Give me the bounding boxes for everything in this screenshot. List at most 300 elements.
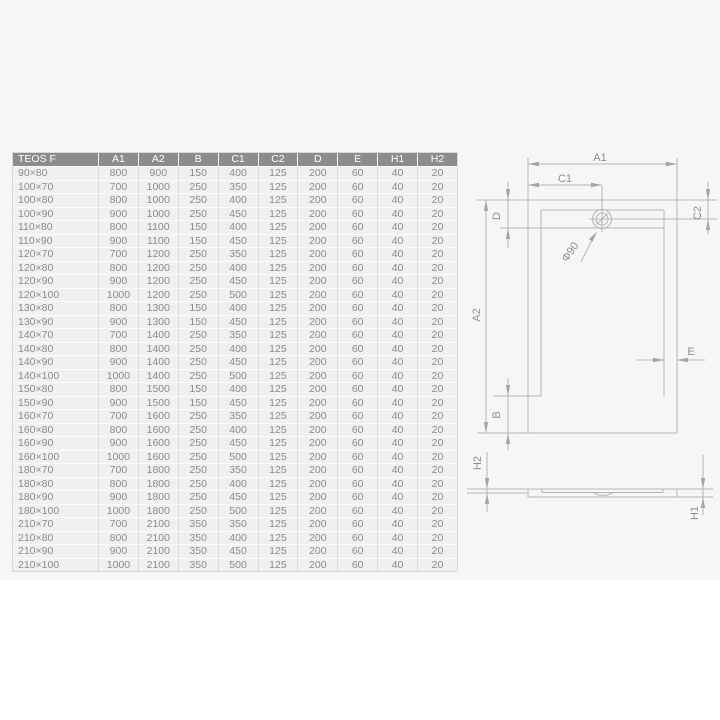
value-cell: 40 [378, 289, 418, 303]
value-cell: 20 [418, 424, 458, 438]
value-cell: 125 [259, 262, 299, 276]
value-cell: 900 [99, 437, 139, 451]
value-cell: 900 [99, 275, 139, 289]
value-cell: 350 [179, 518, 219, 532]
value-cell: 400 [219, 478, 259, 492]
value-cell: 60 [338, 181, 378, 195]
table-row [13, 248, 458, 262]
column-header: D [298, 153, 338, 167]
value-cell: 60 [338, 248, 378, 262]
value-cell: 1800 [139, 478, 179, 492]
table-row [13, 356, 458, 370]
value-cell: 1100 [139, 235, 179, 249]
value-cell: 40 [378, 397, 418, 411]
value-cell: 40 [378, 235, 418, 249]
value-cell: 1300 [139, 316, 179, 330]
size-cell: 130×80 [13, 302, 99, 316]
value-cell: 700 [99, 248, 139, 262]
value-cell: 400 [219, 383, 259, 397]
value-cell: 125 [259, 451, 299, 465]
value-cell: 40 [378, 262, 418, 276]
value-cell: 40 [378, 478, 418, 492]
value-cell: 1000 [99, 289, 139, 303]
value-cell: 250 [179, 275, 219, 289]
value-cell: 60 [338, 221, 378, 235]
value-cell: 125 [259, 167, 299, 181]
value-cell: 250 [179, 451, 219, 465]
size-cell: 180×70 [13, 464, 99, 478]
value-cell: 40 [378, 221, 418, 235]
value-cell: 60 [338, 356, 378, 370]
size-cell: 130×90 [13, 316, 99, 330]
size-cell: 160×70 [13, 410, 99, 424]
value-cell: 250 [179, 464, 219, 478]
value-cell: 40 [378, 491, 418, 505]
value-cell: 40 [378, 505, 418, 519]
value-cell: 20 [418, 451, 458, 465]
value-cell: 250 [179, 194, 219, 208]
value-cell: 450 [219, 545, 259, 559]
value-cell: 200 [298, 491, 338, 505]
value-cell: 250 [179, 437, 219, 451]
value-cell: 250 [179, 356, 219, 370]
value-cell: 60 [338, 545, 378, 559]
value-cell: 200 [298, 221, 338, 235]
value-cell: 125 [259, 505, 299, 519]
value-cell: 1600 [139, 437, 179, 451]
value-cell: 60 [338, 289, 378, 303]
value-cell: 60 [338, 397, 378, 411]
technical-drawing [455, 140, 720, 540]
value-cell: 1400 [139, 370, 179, 384]
dimension-arrows [484, 162, 710, 508]
spec-table-header [13, 153, 458, 167]
table-row [13, 478, 458, 492]
value-cell: 125 [259, 370, 299, 384]
value-cell: 20 [418, 532, 458, 546]
value-cell: 1300 [139, 302, 179, 316]
table-row [13, 437, 458, 451]
value-cell: 60 [338, 370, 378, 384]
value-cell: 800 [99, 194, 139, 208]
value-cell: 20 [418, 505, 458, 519]
value-cell: 200 [298, 370, 338, 384]
value-cell: 800 [99, 343, 139, 357]
value-cell: 60 [338, 302, 378, 316]
value-cell: 350 [219, 410, 259, 424]
value-cell: 20 [418, 235, 458, 249]
value-cell: 125 [259, 221, 299, 235]
value-cell: 60 [338, 262, 378, 276]
value-cell: 1500 [139, 383, 179, 397]
value-cell: 250 [179, 410, 219, 424]
table-row [13, 410, 458, 424]
value-cell: 40 [378, 410, 418, 424]
value-cell: 200 [298, 397, 338, 411]
value-cell: 2100 [139, 545, 179, 559]
table-row [13, 181, 458, 195]
value-cell: 125 [259, 559, 299, 573]
value-cell: 200 [298, 451, 338, 465]
value-cell: 60 [338, 343, 378, 357]
value-cell: 60 [338, 437, 378, 451]
value-cell: 800 [99, 302, 139, 316]
value-cell: 1000 [139, 181, 179, 195]
size-cell: 210×100 [13, 559, 99, 573]
size-cell: 210×80 [13, 532, 99, 546]
value-cell: 125 [259, 194, 299, 208]
value-cell: 400 [219, 302, 259, 316]
value-cell: 1000 [99, 451, 139, 465]
table-row [13, 383, 458, 397]
value-cell: 400 [219, 424, 259, 438]
value-cell: 60 [338, 464, 378, 478]
value-cell: 400 [219, 167, 259, 181]
value-cell: 700 [99, 518, 139, 532]
value-cell: 20 [418, 545, 458, 559]
value-cell: 400 [219, 194, 259, 208]
value-cell: 1200 [139, 248, 179, 262]
value-cell: 2100 [139, 518, 179, 532]
value-cell: 1100 [139, 221, 179, 235]
value-cell: 40 [378, 302, 418, 316]
value-cell: 350 [179, 545, 219, 559]
value-cell: 40 [378, 181, 418, 195]
table-row [13, 491, 458, 505]
value-cell: 700 [99, 464, 139, 478]
value-cell: 20 [418, 167, 458, 181]
value-cell: 200 [298, 559, 338, 573]
table-row [13, 464, 458, 478]
value-cell: 200 [298, 545, 338, 559]
value-cell: 60 [338, 194, 378, 208]
value-cell: 60 [338, 235, 378, 249]
value-cell: 450 [219, 275, 259, 289]
value-cell: 450 [219, 356, 259, 370]
value-cell: 150 [179, 383, 219, 397]
value-cell: 20 [418, 356, 458, 370]
table-row [13, 518, 458, 532]
value-cell: 20 [418, 221, 458, 235]
size-cell: 160×100 [13, 451, 99, 465]
size-cell: 100×90 [13, 208, 99, 222]
value-cell: 20 [418, 343, 458, 357]
value-cell: 40 [378, 356, 418, 370]
size-cell: 150×80 [13, 383, 99, 397]
value-cell: 1400 [139, 356, 179, 370]
value-cell: 250 [179, 329, 219, 343]
dim-label-a2: A2 [471, 308, 483, 322]
table-row [13, 451, 458, 465]
size-cell: 90×80 [13, 167, 99, 181]
value-cell: 200 [298, 518, 338, 532]
size-cell: 160×80 [13, 424, 99, 438]
column-header: A2 [139, 153, 179, 167]
dim-label-c1: C1 [557, 173, 573, 185]
dim-label-h1: H1 [689, 505, 701, 521]
value-cell: 20 [418, 383, 458, 397]
drain-diameter-label: Φ90 [559, 240, 582, 265]
value-cell: 400 [219, 221, 259, 235]
value-cell: 60 [338, 329, 378, 343]
table-row [13, 559, 458, 573]
value-cell: 350 [219, 181, 259, 195]
value-cell: 800 [99, 532, 139, 546]
dim-label-e: E [687, 346, 695, 358]
column-header: H2 [418, 153, 458, 167]
value-cell: 20 [418, 518, 458, 532]
value-cell: 200 [298, 505, 338, 519]
value-cell: 700 [99, 181, 139, 195]
size-cell: 140×80 [13, 343, 99, 357]
value-cell: 200 [298, 437, 338, 451]
value-cell: 800 [99, 221, 139, 235]
value-cell: 1000 [139, 194, 179, 208]
value-cell: 400 [219, 262, 259, 276]
value-cell: 20 [418, 370, 458, 384]
value-cell: 1800 [139, 505, 179, 519]
value-cell: 40 [378, 437, 418, 451]
value-cell: 60 [338, 410, 378, 424]
value-cell: 500 [219, 370, 259, 384]
dim-label-h2: H2 [472, 455, 484, 471]
value-cell: 1200 [139, 275, 179, 289]
value-cell: 450 [219, 491, 259, 505]
value-cell: 20 [418, 559, 458, 573]
value-cell: 125 [259, 343, 299, 357]
value-cell: 60 [338, 275, 378, 289]
value-cell: 200 [298, 356, 338, 370]
value-cell: 20 [418, 181, 458, 195]
table-row [13, 316, 458, 330]
value-cell: 250 [179, 505, 219, 519]
table-row [13, 370, 458, 384]
value-cell: 250 [179, 248, 219, 262]
value-cell: 60 [338, 518, 378, 532]
size-cell: 120×100 [13, 289, 99, 303]
value-cell: 20 [418, 289, 458, 303]
value-cell: 125 [259, 464, 299, 478]
size-cell: 160×90 [13, 437, 99, 451]
value-cell: 1600 [139, 410, 179, 424]
value-cell: 125 [259, 289, 299, 303]
size-cell: 110×80 [13, 221, 99, 235]
size-cell: 150×90 [13, 397, 99, 411]
drawing-lines [467, 158, 717, 515]
value-cell: 1000 [99, 559, 139, 573]
table-row [13, 343, 458, 357]
value-cell: 20 [418, 262, 458, 276]
value-cell: 125 [259, 208, 299, 222]
value-cell: 20 [418, 316, 458, 330]
size-cell: 100×70 [13, 181, 99, 195]
value-cell: 400 [219, 532, 259, 546]
value-cell: 200 [298, 235, 338, 249]
size-cell: 140×90 [13, 356, 99, 370]
table-row [13, 545, 458, 559]
column-header: C1 [219, 153, 259, 167]
value-cell: 125 [259, 437, 299, 451]
value-cell: 200 [298, 424, 338, 438]
value-cell: 20 [418, 208, 458, 222]
tray-outline-top-view [528, 200, 677, 433]
size-cell: 210×90 [13, 545, 99, 559]
value-cell: 350 [179, 532, 219, 546]
value-cell: 40 [378, 194, 418, 208]
value-cell: 125 [259, 424, 299, 438]
value-cell: 200 [298, 383, 338, 397]
value-cell: 900 [139, 167, 179, 181]
value-cell: 20 [418, 194, 458, 208]
value-cell: 900 [99, 491, 139, 505]
size-cell: 210×70 [13, 518, 99, 532]
table-row [13, 289, 458, 303]
value-cell: 700 [99, 329, 139, 343]
value-cell: 350 [179, 559, 219, 573]
value-cell: 800 [99, 383, 139, 397]
value-cell: 60 [338, 491, 378, 505]
value-cell: 125 [259, 275, 299, 289]
value-cell: 60 [338, 316, 378, 330]
table-row [13, 302, 458, 316]
value-cell: 250 [179, 181, 219, 195]
value-cell: 20 [418, 397, 458, 411]
value-cell: 40 [378, 275, 418, 289]
value-cell: 900 [99, 397, 139, 411]
value-cell: 40 [378, 370, 418, 384]
value-cell: 200 [298, 289, 338, 303]
value-cell: 40 [378, 329, 418, 343]
table-row [13, 329, 458, 343]
value-cell: 900 [99, 356, 139, 370]
value-cell: 125 [259, 410, 299, 424]
value-cell: 40 [378, 532, 418, 546]
value-cell: 200 [298, 208, 338, 222]
table-row [13, 235, 458, 249]
value-cell: 350 [219, 518, 259, 532]
value-cell: 125 [259, 248, 299, 262]
value-cell: 500 [219, 451, 259, 465]
value-cell: 900 [99, 208, 139, 222]
value-cell: 1800 [139, 464, 179, 478]
value-cell: 1400 [139, 343, 179, 357]
column-header: C2 [259, 153, 299, 167]
value-cell: 150 [179, 167, 219, 181]
value-cell: 125 [259, 397, 299, 411]
value-cell: 40 [378, 545, 418, 559]
dim-label-d: D [491, 212, 503, 220]
value-cell: 125 [259, 518, 299, 532]
value-cell: 500 [219, 289, 259, 303]
value-cell: 60 [338, 383, 378, 397]
value-cell: 200 [298, 343, 338, 357]
value-cell: 40 [378, 559, 418, 573]
value-cell: 1000 [99, 505, 139, 519]
value-cell: 1200 [139, 262, 179, 276]
size-cell: 110×90 [13, 235, 99, 249]
value-cell: 900 [99, 545, 139, 559]
table-row [13, 208, 458, 222]
value-cell: 2100 [139, 559, 179, 573]
column-header: A1 [99, 153, 139, 167]
dim-label-c2: C2 [692, 205, 704, 221]
value-cell: 20 [418, 329, 458, 343]
size-cell: 140×100 [13, 370, 99, 384]
value-cell: 40 [378, 343, 418, 357]
value-cell: 125 [259, 356, 299, 370]
value-cell: 125 [259, 316, 299, 330]
value-cell: 200 [298, 302, 338, 316]
value-cell: 40 [378, 464, 418, 478]
value-cell: 500 [219, 559, 259, 573]
size-cell: 120×90 [13, 275, 99, 289]
value-cell: 125 [259, 383, 299, 397]
value-cell: 60 [338, 167, 378, 181]
value-cell: 200 [298, 248, 338, 262]
value-cell: 60 [338, 478, 378, 492]
dim-label-a1: A1 [593, 152, 607, 164]
value-cell: 40 [378, 518, 418, 532]
column-header: E [338, 153, 378, 167]
value-cell: 900 [99, 235, 139, 249]
column-header: H1 [378, 153, 418, 167]
table-row [13, 275, 458, 289]
value-cell: 20 [418, 464, 458, 478]
value-cell: 40 [378, 248, 418, 262]
value-cell: 150 [179, 397, 219, 411]
size-cell: 120×80 [13, 262, 99, 276]
column-header: B [179, 153, 219, 167]
table-row [13, 194, 458, 208]
value-cell: 20 [418, 437, 458, 451]
value-cell: 125 [259, 532, 299, 546]
value-cell: 150 [179, 316, 219, 330]
table-row [13, 262, 458, 276]
value-cell: 350 [219, 329, 259, 343]
value-cell: 40 [378, 424, 418, 438]
table-row [13, 532, 458, 546]
value-cell: 250 [179, 208, 219, 222]
value-cell: 350 [219, 248, 259, 262]
table-row [13, 221, 458, 235]
value-cell: 250 [179, 343, 219, 357]
value-cell: 200 [298, 316, 338, 330]
value-cell: 200 [298, 181, 338, 195]
value-cell: 450 [219, 397, 259, 411]
size-cell: 120×70 [13, 248, 99, 262]
value-cell: 40 [378, 167, 418, 181]
value-cell: 500 [219, 505, 259, 519]
value-cell: 350 [219, 464, 259, 478]
value-cell: 250 [179, 262, 219, 276]
value-cell: 40 [378, 208, 418, 222]
value-cell: 200 [298, 464, 338, 478]
value-cell: 1800 [139, 491, 179, 505]
value-cell: 125 [259, 235, 299, 249]
size-cell: 100×80 [13, 194, 99, 208]
value-cell: 60 [338, 505, 378, 519]
value-cell: 800 [99, 167, 139, 181]
table-row [13, 167, 458, 181]
value-cell: 125 [259, 491, 299, 505]
value-cell: 1000 [139, 208, 179, 222]
table-row [13, 424, 458, 438]
value-cell: 125 [259, 478, 299, 492]
value-cell: 40 [378, 451, 418, 465]
spec-table [12, 152, 458, 572]
value-cell: 250 [179, 478, 219, 492]
column-header: TEOS F [13, 153, 99, 167]
